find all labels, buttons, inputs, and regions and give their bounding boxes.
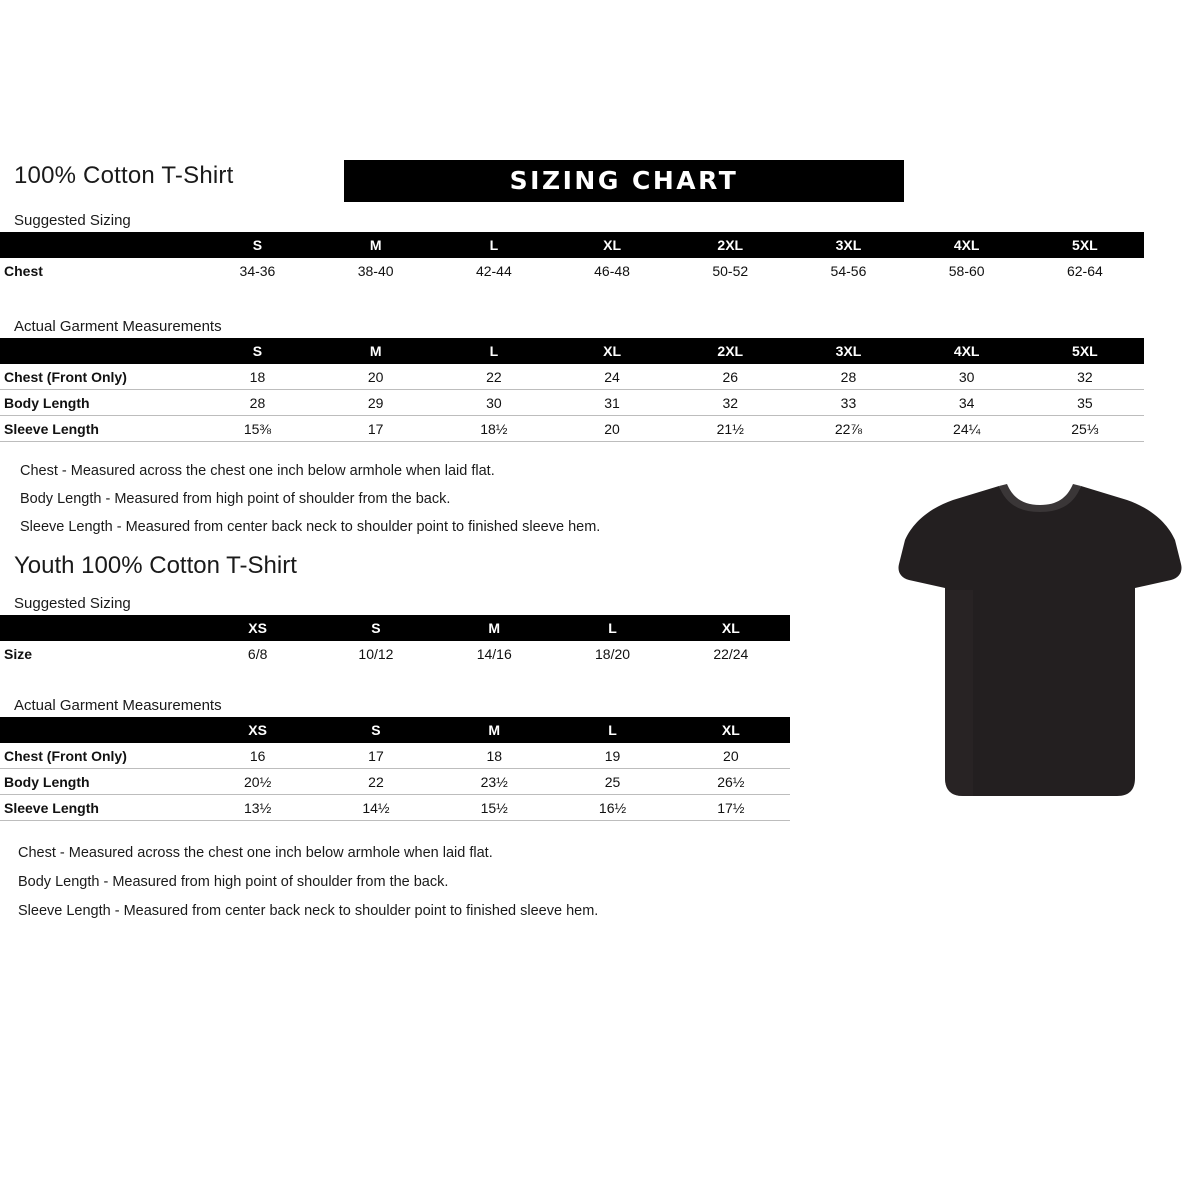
cell-bodylength-4xl: 34 [908,390,1026,416]
cell-bodylength-m: 29 [317,390,435,416]
sizing-chart-banner-label: SIZING CHART [509,166,739,195]
table-row [0,743,790,769]
col-head-l: L [553,717,671,743]
col-head-s: S [317,615,435,641]
table-row [0,390,1144,416]
youth-note-chest: Chest - Measured across the chest one inch below armhole when laid flat. [18,845,493,861]
cell-sleevelength-xl: 17½ [672,795,790,821]
cell-chestfront-m: 18 [435,743,553,769]
cell-chestfront-5xl: 32 [1026,364,1144,390]
cell-sleevelength-4xl: 24¼ [908,416,1026,442]
cell-chest-2xl: 50-52 [671,258,789,283]
cell-bodylength-l: 30 [435,390,553,416]
adult-section-title: 100% Cotton T-Shirt [14,162,234,189]
row-label-chest-front-only: Chest (Front Only) [0,743,199,769]
cell-chestfront-4xl: 30 [908,364,1026,390]
cell-chestfront-m: 20 [317,364,435,390]
cell-sleevelength-l: 18½ [435,416,553,442]
t-shirt-icon [895,478,1185,808]
cell-sleevelength-m: 15½ [435,795,553,821]
cell-sleevelength-xs: 13½ [199,795,317,821]
col-head-xl: XL [672,615,790,641]
youth-note-sleeve-length: Sleeve Length - Measured from center back neck to shoulder point to finished sleeve hem. [18,903,599,919]
col-head-2xl: 2XL [671,232,789,258]
col-head-s: S [198,338,316,364]
col-head-xl: XL [553,232,671,258]
cell-chest-3xl: 54-56 [789,258,907,283]
cell-bodylength-xl: 31 [553,390,671,416]
cell-chest-s: 34-36 [198,258,316,283]
cell-chest-4xl: 58-60 [908,258,1026,283]
col-head-2xl: 2XL [671,338,789,364]
cell-chest-xl: 46-48 [553,258,671,283]
cell-chest-l: 42-44 [435,258,553,283]
table-row [0,364,1144,390]
table-header-row [0,615,790,641]
row-label-chest: Chest [0,258,198,283]
cell-sleevelength-3xl: 22⅞ [789,416,907,442]
cell-sleevelength-m: 17 [317,416,435,442]
col-head-s: S [198,232,316,258]
cell-size-s: 10/12 [317,641,435,666]
col-head-l: L [553,615,671,641]
col-head-s: S [317,717,435,743]
cell-bodylength-xs: 20½ [199,769,317,795]
col-head-blank [0,615,199,641]
col-head-5xl: 5XL [1026,232,1144,258]
cell-chestfront-s: 17 [317,743,435,769]
cell-chestfront-xl: 24 [553,364,671,390]
cell-bodylength-xl: 26½ [672,769,790,795]
cell-chestfront-3xl: 28 [789,364,907,390]
adult-note-body-length: Body Length - Measured from high point of shoulder from the back. [20,491,451,507]
cell-chestfront-l: 19 [553,743,671,769]
youth-actual-measurements-table [0,717,790,821]
row-label-size: Size [0,641,199,666]
col-head-l: L [435,338,553,364]
cell-chestfront-xs: 16 [199,743,317,769]
t-shirt-illustration [895,478,1185,808]
col-head-blank [0,338,198,364]
table-row [0,641,790,666]
cell-bodylength-m: 23½ [435,769,553,795]
cell-size-xs: 6/8 [199,641,317,666]
col-head-5xl: 5XL [1026,338,1144,364]
col-head-xl: XL [553,338,671,364]
adult-actual-measurements-table [0,338,1144,442]
row-label-body-length: Body Length [0,390,198,416]
row-label-sleeve-length: Sleeve Length [0,795,199,821]
row-label-body-length: Body Length [0,769,199,795]
cell-sleevelength-s: 15⅜ [198,416,316,442]
cell-sleevelength-xl: 20 [553,416,671,442]
cell-sleevelength-l: 16½ [553,795,671,821]
col-head-3xl: 3XL [789,232,907,258]
adult-note-chest: Chest - Measured across the chest one inch below armhole when laid flat. [20,463,495,479]
youth-suggested-sizing-label: Suggested Sizing [14,595,131,612]
cell-size-m: 14/16 [435,641,553,666]
cell-bodylength-2xl: 32 [671,390,789,416]
cell-chest-m: 38-40 [317,258,435,283]
cell-bodylength-l: 25 [553,769,671,795]
table-header-row [0,717,790,743]
table-row [0,416,1144,442]
cell-chest-5xl: 62-64 [1026,258,1144,283]
col-head-m: M [317,232,435,258]
cell-size-l: 18/20 [553,641,671,666]
col-head-blank [0,232,198,258]
row-label-chest-front-only: Chest (Front Only) [0,364,198,390]
youth-section-title: Youth 100% Cotton T-Shirt [14,552,297,579]
col-head-xl: XL [672,717,790,743]
adult-suggested-sizing-table [0,232,1144,283]
table-row [0,258,1144,283]
col-head-m: M [435,615,553,641]
row-label-sleeve-length: Sleeve Length [0,416,198,442]
adult-actual-measurements-label: Actual Garment Measurements [14,318,222,335]
cell-bodylength-s: 22 [317,769,435,795]
table-row [0,795,790,821]
cell-chestfront-s: 18 [198,364,316,390]
cell-bodylength-3xl: 33 [789,390,907,416]
col-head-blank [0,717,199,743]
table-header-row [0,232,1144,258]
cell-size-xl: 22/24 [672,641,790,666]
col-head-xs: XS [199,615,317,641]
cell-sleevelength-2xl: 21½ [671,416,789,442]
cell-sleevelength-5xl: 25⅓ [1026,416,1144,442]
youth-actual-measurements-label: Actual Garment Measurements [14,697,222,714]
col-head-l: L [435,232,553,258]
col-head-xs: XS [199,717,317,743]
col-head-m: M [435,717,553,743]
col-head-3xl: 3XL [789,338,907,364]
cell-bodylength-s: 28 [198,390,316,416]
adult-suggested-sizing-label: Suggested Sizing [14,212,131,229]
youth-note-body-length: Body Length - Measured from high point of shoulder from the back. [18,874,449,890]
cell-chestfront-2xl: 26 [671,364,789,390]
cell-chestfront-xl: 20 [672,743,790,769]
cell-chestfront-l: 22 [435,364,553,390]
cell-bodylength-5xl: 35 [1026,390,1144,416]
sizing-chart-banner [344,160,904,202]
table-header-row [0,338,1144,364]
cell-sleevelength-s: 14½ [317,795,435,821]
col-head-4xl: 4XL [908,232,1026,258]
col-head-m: M [317,338,435,364]
table-row [0,769,790,795]
col-head-4xl: 4XL [908,338,1026,364]
adult-note-sleeve-length: Sleeve Length - Measured from center back neck to shoulder point to finished sleeve hem. [20,519,601,535]
youth-suggested-sizing-table [0,615,790,666]
